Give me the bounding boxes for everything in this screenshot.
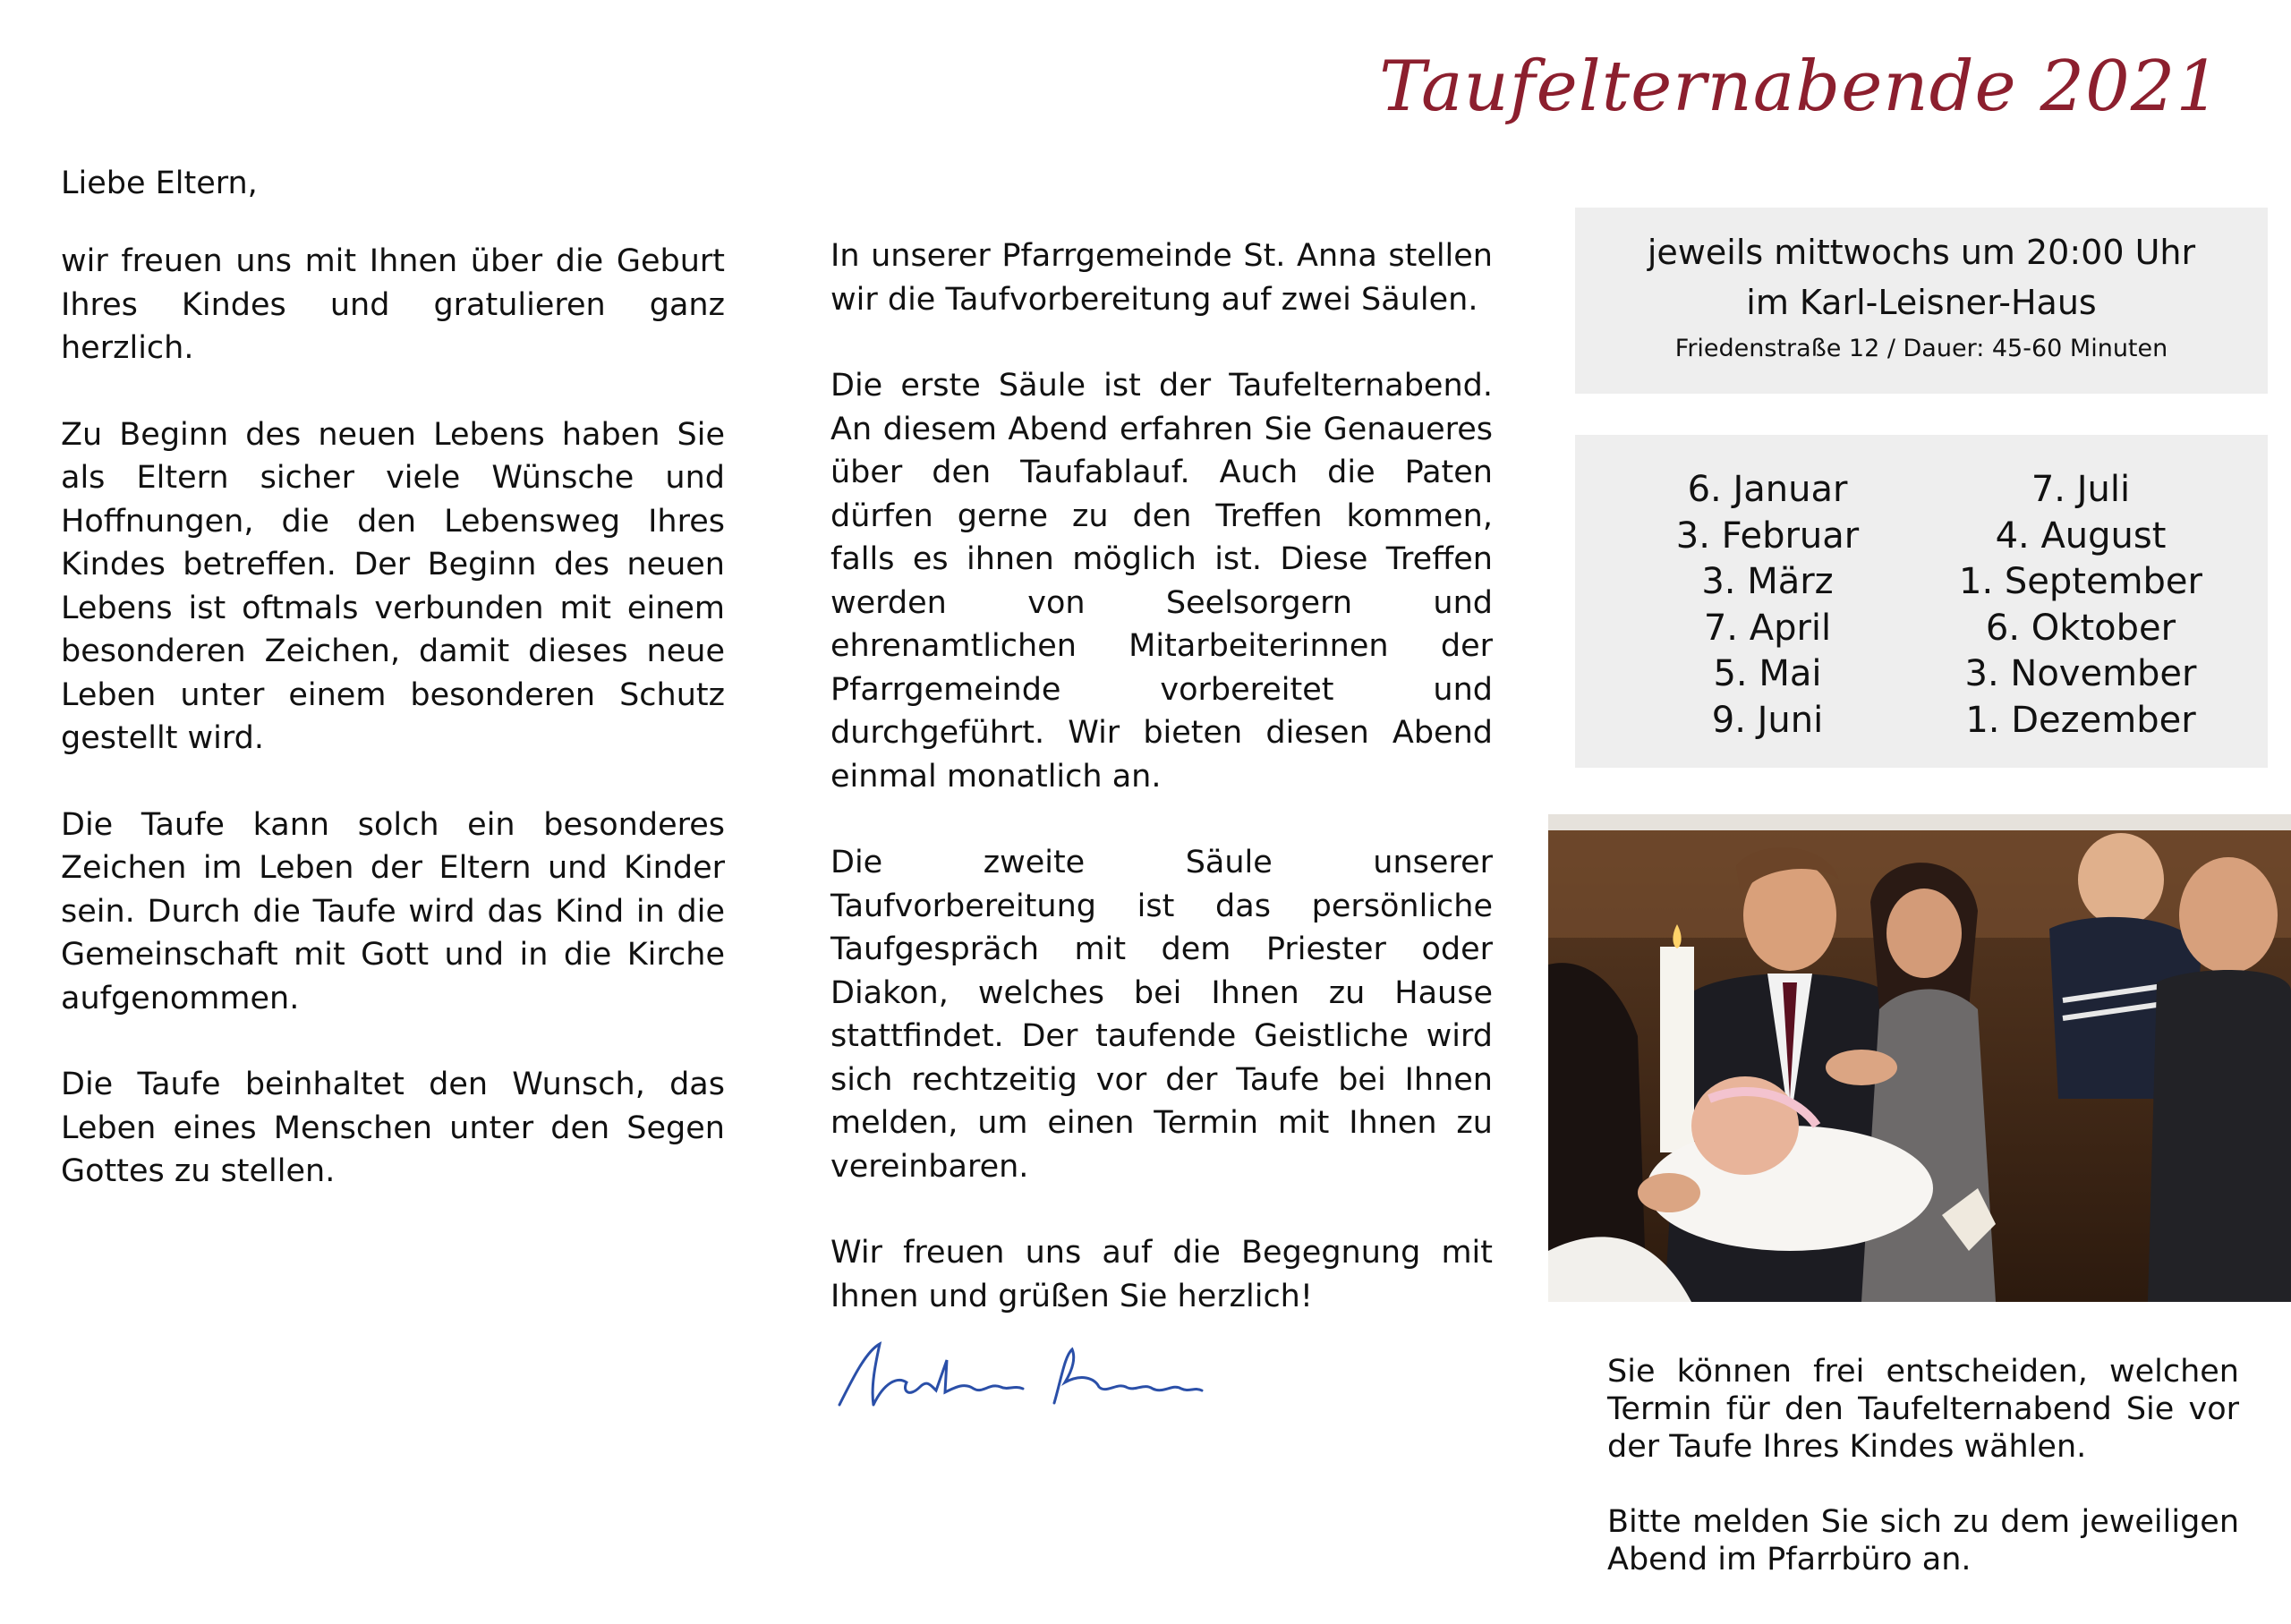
- paragraph: In unserer Pfarrgemeinde St. Anna stellen wir die Taufvorbereitung auf zwei Säulen.: [830, 238, 1493, 318]
- dates-column-left: [1620, 467, 1915, 744]
- paragraph: Die zweite Säule unserer Taufvorbereitung ist das persönliche Taufgespräch mit dem Priester oder Diakon, welches bei Ihnen zu Hause stattfindet. Der taufende Geistliche wird sich rechtzeitig vor der Taufe bei Ihnen melden, um einen Termin mit Ihnen zu vereinbaren.: [830, 845, 1493, 1185]
- date-item: 6. Januar: [1687, 469, 1848, 510]
- paragraph: Die Taufe beinhaltet den Wunsch, das Leben eines Menschen unter den Segen Gottes zu stellen.: [61, 1067, 725, 1189]
- letter-column-1: [61, 240, 725, 1237]
- dates-box: [1575, 435, 2268, 768]
- registration-note: [1607, 1353, 2239, 1616]
- schedule-day-time: jeweils mittwochs um 20:00 Uhr: [1647, 233, 2196, 272]
- paragraph: Sie können frei entscheiden, welchen Termin für den Taufelternabend Sie vor der Taufe Ihres Kindes wählen.: [1607, 1354, 2239, 1465]
- letter-column-2: [830, 234, 1493, 1361]
- date-item: 1. Dezember: [1965, 699, 2196, 741]
- paragraph: Die erste Säule ist der Taufelternabend. An diesem Abend erfahren Sie Genaueres über den Taufablauf. Auch die Paten dürfen gerne zu den Treffen kommen, falls es ihnen möglich ist. Diese Treffen werden von Seelsorgern und ehrenamtlichen Mitarbeiterinnen der Pfarrgemeinde vorbereitet und durchgeführt. Wir bieten diesen Abend einmal monatlich an.: [830, 368, 1493, 795]
- schedule-box: [1575, 208, 2268, 394]
- date-item: 1. September: [1959, 561, 2202, 602]
- paragraph: Die Taufe kann solch ein besonderes Zeichen im Leben der Eltern und Kinder sein. Durch die Taufe wird das Kind in die Gemeinschaft mit Gott und in die Kirche aufgenommen.: [61, 806, 725, 1016]
- paragraph: Wir freuen uns auf die Begegnung mit Ihnen und grüßen Sie herzlich!: [830, 1235, 1493, 1314]
- date-item: 7. Juli: [2031, 469, 2131, 510]
- paragraph: wir freuen uns mit Ihnen über die Geburt Ihres Kindes und gratulieren ganz herzlich.: [61, 243, 725, 366]
- baptism-photo: [1548, 814, 2291, 1302]
- date-item: 4. August: [1995, 514, 2167, 557]
- date-item: 3. November: [1964, 653, 2197, 694]
- date-item: 3. Februar: [1675, 514, 1860, 557]
- schedule-address: Friedenstraße 12 / Dauer: 45-60 Minuten: [1674, 335, 2168, 362]
- signature: [830, 1333, 1206, 1417]
- schedule-location: im Karl-Leisner-Haus: [1746, 283, 2097, 322]
- date-item: 6. Oktober: [1985, 607, 2176, 649]
- greeting: Liebe Eltern,: [61, 166, 258, 201]
- date-item: 9. Juni: [1711, 699, 1824, 741]
- date-item: 5. Mai: [1713, 653, 1822, 694]
- paragraph: Zu Beginn des neuen Lebens haben Sie als Eltern sicher viele Wünsche und Hoffnungen, die den Lebensweg Ihres Kindes betreffen. Der Beginn des neuen Lebens ist oftmals verbunden mit einem besonderen Zeichen, damit dieses neue Leben unter einem besonderen Schutz gestellt wird.: [61, 416, 725, 756]
- page-title: Taufelternabende 2021: [1379, 47, 2221, 127]
- date-item: 7. April: [1703, 607, 1832, 649]
- dates-column-right: [1933, 467, 2228, 744]
- paragraph: Bitte melden Sie sich zu dem jeweiligen Abend im Pfarrbüro an.: [1607, 1504, 2239, 1577]
- date-item: 3. März: [1701, 561, 1834, 602]
